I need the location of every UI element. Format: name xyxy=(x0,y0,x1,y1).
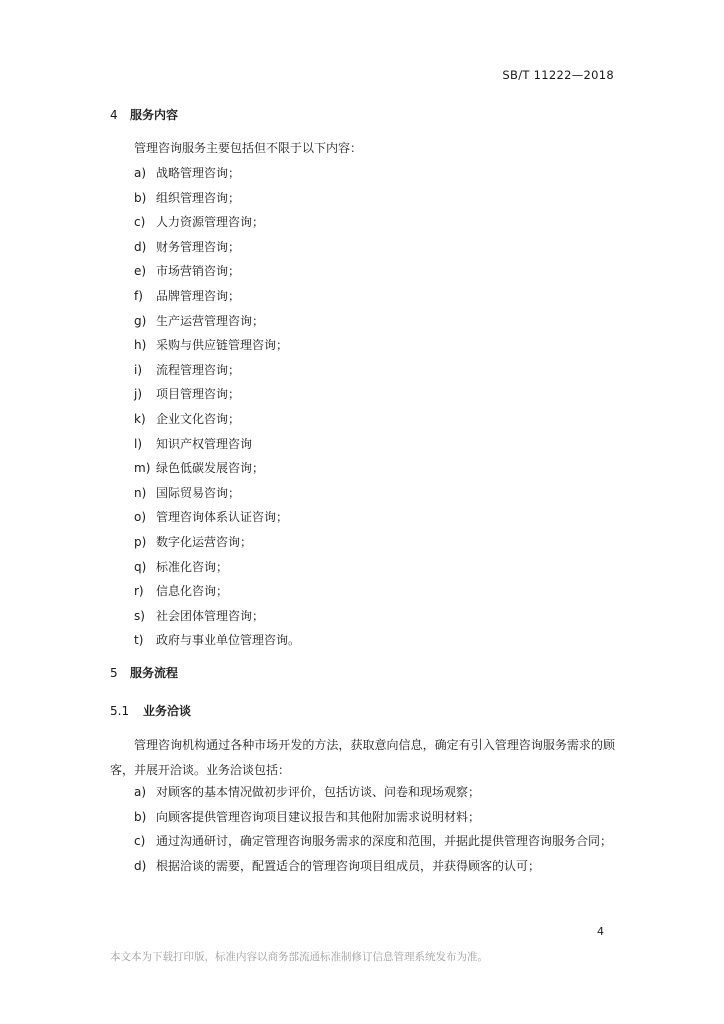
list-item xyxy=(134,829,618,854)
list-item xyxy=(134,284,300,309)
section-5-title: 服务流程 xyxy=(130,666,179,680)
list-item-marker: m) xyxy=(134,461,151,476)
list-item xyxy=(134,407,300,432)
list-item-marker: f) xyxy=(134,288,143,303)
list-item-marker: s) xyxy=(134,608,145,623)
page-number: 4 xyxy=(597,925,604,938)
list-item-marker: d) xyxy=(134,239,147,254)
standard-code: SB/T 11222—2018 xyxy=(502,68,614,82)
list-item-marker: a) xyxy=(134,166,147,180)
list-item-text: 向顾客提供管理咨询项目建议报告和其他附加需求说明材料； xyxy=(156,809,481,824)
list-item xyxy=(134,805,618,830)
section-4-heading xyxy=(110,106,178,123)
list-item-marker: n) xyxy=(134,485,147,500)
list-item xyxy=(134,555,300,580)
list-item xyxy=(134,505,300,530)
footer-note: 本文本为下载打印版，标准内容以商务部流通标准制修订信息管理系统发布为准。 xyxy=(110,951,488,963)
list-item-marker: h) xyxy=(134,338,147,353)
section-5-1-number: 5.1 xyxy=(110,704,130,718)
list-item-text: 知识产权管理咨询 xyxy=(156,436,253,451)
list-item-marker: o) xyxy=(134,510,147,525)
list-item-marker: k) xyxy=(134,411,146,426)
list-item-marker: t) xyxy=(134,633,144,648)
list-item xyxy=(134,456,300,481)
list-item xyxy=(134,432,300,457)
list-item xyxy=(134,333,300,358)
list-item xyxy=(134,358,300,383)
list-item-text: 项目管理咨询； xyxy=(156,387,241,402)
list-item-text: 通过沟通研讨，确定管理咨询服务需求的深度和范围，并据此提供管理咨询服务合同； xyxy=(156,834,613,849)
list-item xyxy=(134,161,300,186)
list-item xyxy=(134,259,300,284)
list-item xyxy=(134,530,300,555)
list-item-text: 财务管理咨询； xyxy=(156,239,241,254)
list-item-text: 流程管理咨询； xyxy=(156,362,241,377)
list-item-text: 绿色低碳发展咨询； xyxy=(156,461,265,476)
list-item-text: 信息化咨询； xyxy=(156,584,229,599)
list-item-text: 品牌管理咨询； xyxy=(156,288,241,303)
section-4-title: 服务内容 xyxy=(130,108,179,122)
list-item-text: 生产运营管理咨询； xyxy=(156,313,265,328)
list-item-text: 组织管理咨询； xyxy=(156,190,241,205)
list-item xyxy=(134,579,300,604)
list-item-marker: r) xyxy=(134,584,144,599)
list-item xyxy=(134,854,618,879)
list-item-marker: a) xyxy=(134,785,147,799)
section-4-number: 4 xyxy=(110,108,118,122)
list-item-text: 标准化咨询； xyxy=(156,559,229,574)
list-item-text: 人力资源管理咨询； xyxy=(156,215,265,230)
list-item-marker: e) xyxy=(134,264,147,279)
list-item xyxy=(134,210,300,235)
list-item-marker: g) xyxy=(134,313,147,328)
list-item-text: 国际贸易咨询； xyxy=(156,485,241,500)
list-item-marker: d) xyxy=(134,858,147,873)
list-item xyxy=(134,186,300,211)
list-item-text: 战略管理咨询； xyxy=(156,166,241,180)
list-item-marker: j) xyxy=(134,387,143,402)
service-content-list xyxy=(134,161,300,653)
list-item xyxy=(134,382,300,407)
list-item-marker: b) xyxy=(134,190,147,205)
list-item-marker: l) xyxy=(134,436,143,451)
section-5-1-heading xyxy=(110,702,191,719)
list-item-text: 社会团体管理咨询； xyxy=(156,608,265,623)
section-4-intro: 管理咨询服务主要包括但不限于以下内容： xyxy=(134,141,363,155)
list-item-marker: c) xyxy=(134,215,146,230)
list-item xyxy=(134,604,300,629)
section-5-1-title: 业务洽谈 xyxy=(143,704,192,718)
list-item-marker: q) xyxy=(134,559,147,574)
list-item xyxy=(134,481,300,506)
list-item-text: 根据洽谈的需要，配置适合的管理咨询项目组成员，并获得顾客的认可； xyxy=(156,858,541,873)
list-item-text: 企业文化咨询； xyxy=(156,411,241,426)
section-5-number: 5 xyxy=(110,666,118,680)
list-item xyxy=(134,628,300,653)
list-item xyxy=(134,309,300,334)
list-item-text: 采购与供应链管理咨询； xyxy=(156,338,289,353)
list-item-text: 市场营销咨询； xyxy=(156,264,241,279)
negotiation-items-list xyxy=(134,780,618,878)
section-5-heading xyxy=(110,664,178,681)
list-item-text: 管理咨询体系认证咨询； xyxy=(156,510,289,525)
list-item-text: 对顾客的基本情况做初步评价，包括访谈、问卷和现场观察； xyxy=(156,785,481,799)
list-item-text: 数字化运营咨询； xyxy=(156,534,253,549)
section-5-1-paragraph: 管理咨询机构通过各种市场开发的方法，获取意向信息，确定有引入管理咨询服务需求的顾客，并展开洽谈。业务洽谈包括： xyxy=(110,738,615,777)
list-item-text: 政府与事业单位管理咨询。 xyxy=(156,633,301,648)
list-item xyxy=(134,780,618,805)
list-item-marker: c) xyxy=(134,834,146,849)
list-item-marker: b) xyxy=(134,809,147,824)
list-item-marker: p) xyxy=(134,534,147,549)
list-item-marker: i) xyxy=(134,362,143,377)
list-item xyxy=(134,235,300,260)
